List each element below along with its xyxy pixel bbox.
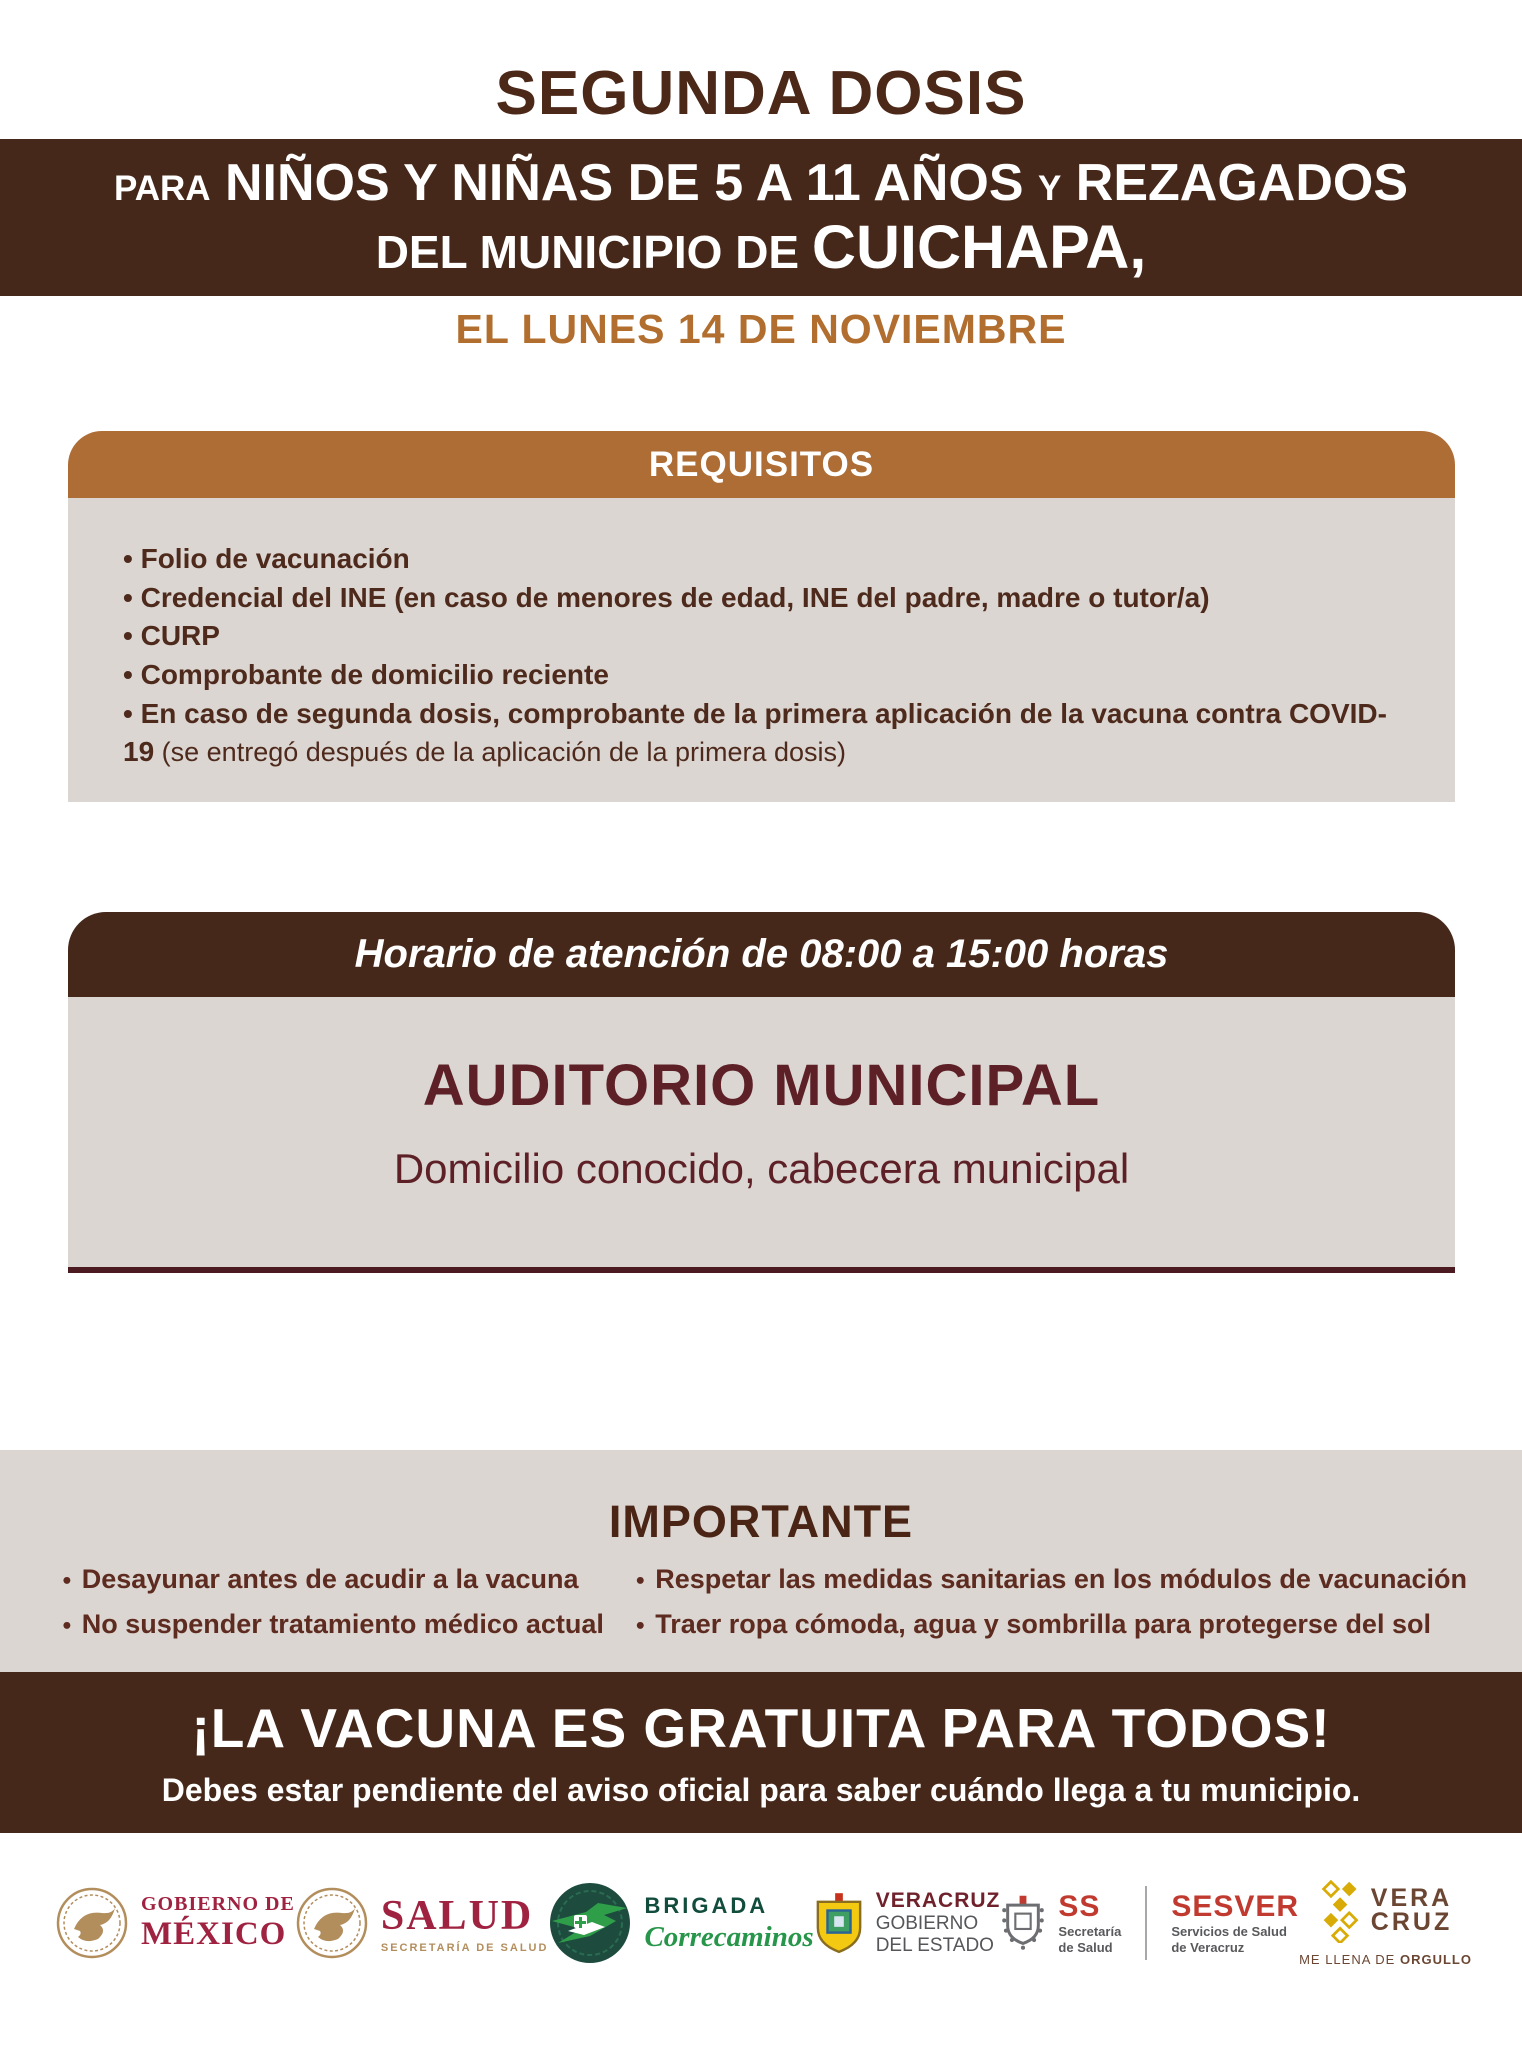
brigada-label: BRIGADA — [644, 1892, 769, 1918]
mexico-label: MÉXICO — [141, 1916, 287, 1952]
important-list-left — [62, 1564, 604, 1654]
gobierno-label: GOBIERNO — [875, 1913, 979, 1935]
venue-address: Domicilio conocido, cabecera municipal — [393, 1145, 1130, 1192]
veracruz-coat-of-arms-icon — [814, 1892, 864, 1954]
schedule-body — [68, 997, 1455, 1273]
veracruz-label: VERACRUZ — [875, 1889, 1001, 1913]
page-title: SEGUNDA DOSIS — [495, 59, 1027, 128]
requirements-list — [123, 540, 1395, 772]
requirements-header-label: REQUISITOS — [648, 444, 875, 484]
requirement-item: • En caso de segunda dosis, comprobante de la primera aplicación de la vacuna contra COVID-19 (se entregó después de la aplicación de la primera dosis) — [123, 695, 1395, 772]
important-columns — [0, 1564, 1522, 1654]
important-title: IMPORTANTE — [608, 1496, 914, 1547]
correcaminos-label: Correcaminos — [644, 1920, 814, 1953]
requirements-header — [68, 431, 1455, 498]
important-list-right — [635, 1564, 1467, 1654]
schedule-header — [68, 912, 1455, 997]
requirements-card — [68, 431, 1455, 802]
important-item: ● Desayunar antes de acudir a la vacuna — [62, 1564, 604, 1595]
venue-name: AUDITORIO MUNICIPAL — [422, 1053, 1101, 1118]
municipality-name: CUICHAPA, — [811, 213, 1147, 281]
logo-divider — [1145, 1886, 1147, 1960]
salud-logo — [295, 1886, 549, 1960]
ss-shield-icon — [1000, 1893, 1046, 1953]
del-estado-label: DEL ESTADO — [875, 1935, 994, 1956]
event-date: EL LUNES 14 DE NOVIEMBRE — [455, 306, 1067, 352]
audience-line1 — [0, 154, 1522, 212]
requirement-item: • Folio de vacunación — [123, 540, 1395, 579]
gobierno-de-mexico-logo — [55, 1886, 295, 1960]
audience-line1-main: NIÑOS Y NIÑAS DE 5 A 11 AÑOS — [224, 154, 1024, 212]
ss-label: SS — [1058, 1890, 1101, 1924]
salud-label: SALUD — [380, 1893, 534, 1939]
audience-line1-conjunction: Y — [1037, 169, 1062, 208]
requirement-item: • CURP — [123, 617, 1395, 656]
important-item: ● Traer ropa cómoda, agua y sombrilla para protegerse del sol — [635, 1609, 1467, 1640]
important-section — [0, 1450, 1522, 1672]
important-item: ● No suspender tratamiento médico actual — [62, 1609, 604, 1640]
veracruz-gobierno-logo — [814, 1889, 1001, 1957]
mexico-eagle-seal-icon — [55, 1886, 129, 1960]
free-vaccine-banner — [0, 1672, 1522, 1833]
requirement-item: • Credencial del INE (en caso de menores de edad, INE del padre, madre o tutor/a) — [123, 579, 1395, 618]
ss-sesver-logo: SS Secretaría de Salud SESVER Servicios de Salud de Veracruz — [1000, 1886, 1299, 1960]
free-vaccine-subtitle: Debes estar pendiente del aviso oficial para saber cuándo llega a tu municipio. — [161, 1772, 1361, 1808]
audience-line2-prefix: DEL MUNICIPIO DE — [375, 226, 800, 278]
free-vaccine-title: ¡LA VACUNA ES GRATUITA PARA TODOS! — [191, 1697, 1331, 1759]
important-item: ● Respetar las medidas sanitarias en los módulos de vacunación — [635, 1564, 1467, 1595]
cruz-label: CRUZ — [1370, 1908, 1453, 1936]
sesver-label: SESVER — [1171, 1890, 1300, 1924]
requirements-body — [68, 498, 1455, 802]
audience-line1-prefix: PARA — [113, 169, 211, 208]
audience-line1-suffix: REZAGADOS — [1075, 154, 1409, 212]
salud-eagle-seal-icon — [295, 1886, 369, 1960]
veracruz-orgullo-logo — [1299, 1879, 1472, 1967]
requirement-item: • Comprobante de domicilio reciente — [123, 656, 1395, 695]
audience-line2 — [0, 213, 1522, 281]
schedule-header-label: Horario de atención de 08:00 a 15:00 horas — [354, 932, 1169, 976]
secretaria-de-salud-label: SECRETARÍA DE SALUD — [380, 1942, 549, 1954]
roadrunner-icon — [548, 1881, 632, 1965]
orgullo-tagline: ME LLENA DE ORGULLO — [1299, 1952, 1472, 1967]
veracruz-diamonds-icon — [1319, 1879, 1363, 1943]
footer-logos — [0, 1833, 1522, 2048]
schedule-card — [68, 912, 1455, 1273]
gobierno-de-label: GOBIERNO DE — [141, 1893, 295, 1915]
vera-label: VERA — [1370, 1884, 1453, 1913]
brigada-correcaminos-logo — [548, 1881, 813, 1965]
audience-banner — [0, 139, 1522, 296]
